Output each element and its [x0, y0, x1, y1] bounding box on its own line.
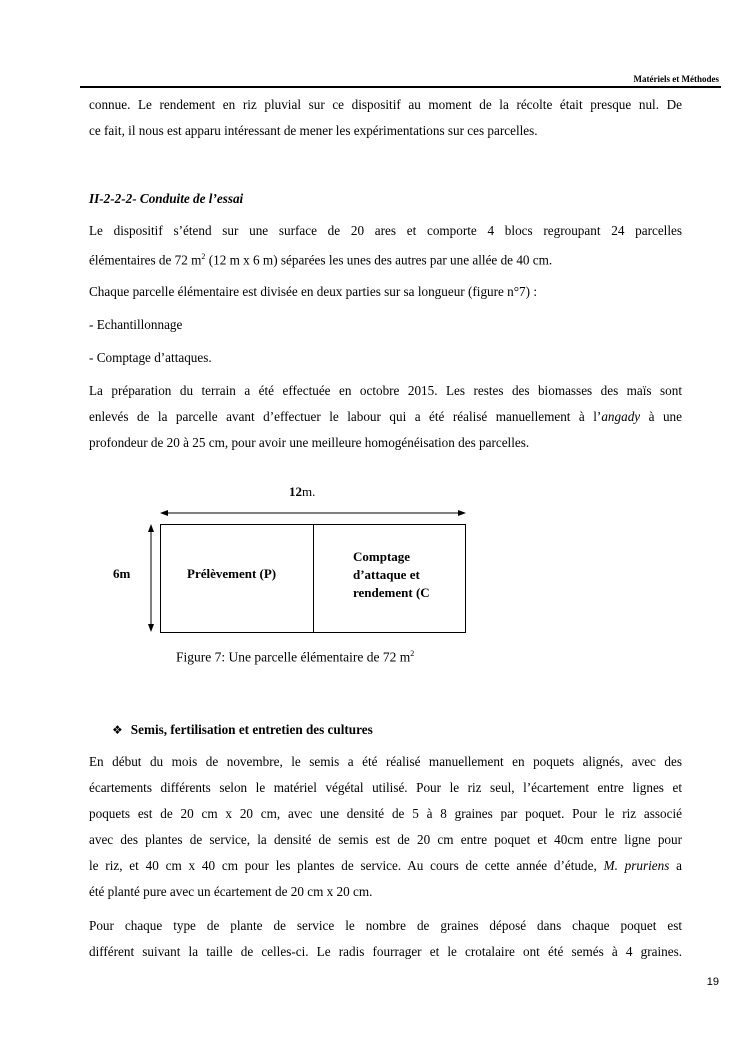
- paragraph-5-line-6: été planté pure avec un écartement de 20 cm x 20 cm.: [89, 884, 373, 899]
- list-item-sampling: - Echantillonnage: [89, 317, 183, 332]
- running-header: Matériels et Méthodes: [633, 74, 719, 84]
- paragraph-1-line-1: connue. Le rendement en riz pluvial sur ce dispositif au moment de la récolte était presque nul. De: [89, 97, 682, 112]
- figure-7: [100, 480, 500, 670]
- width-label-unit: m.: [302, 484, 316, 499]
- figure-caption: [176, 649, 414, 666]
- counting-zone-line-1: Comptage: [353, 549, 411, 564]
- paragraph-4-line-2-a: enlevés de la parcelle avant d’effectuer le labour qui a été réalisé manuellement à l’: [89, 409, 602, 424]
- height-arrow-bottom-head: [148, 624, 154, 632]
- figure-7-diagram: [100, 480, 500, 670]
- paragraph-2-line-2-b: (12 m x 6 m) séparées les unes des autres par une allée de 40 cm.: [205, 252, 553, 268]
- counting-zone-line-3: rendement (C: [353, 585, 430, 600]
- subsection-title: Semis, fertilisation et entretien des cultures: [130, 722, 373, 737]
- species-name: M. pruriens: [603, 858, 670, 873]
- paragraph-6-line-1: Pour chaque type de plante de service le nombre de graines déposé dans chaque poquet est: [89, 918, 682, 933]
- paragraph-3: Chaque parcelle élémentaire est divisée en deux parties sur sa longueur (figure n°7) :: [89, 284, 537, 299]
- paragraph-6: [89, 913, 682, 965]
- paragraph-1: [89, 92, 682, 144]
- height-arrow-top-head: [148, 524, 154, 532]
- angady-term: angady: [601, 409, 641, 424]
- diamond-bullet-icon: ❖: [112, 723, 123, 737]
- paragraph-2-line-2: [89, 244, 682, 273]
- paragraph-5-line-2: écartements différents selon le matériel végétal utilisé. Pour le riz seul, l’écartement entre lignes et: [89, 780, 682, 795]
- paragraph-4: [89, 378, 682, 456]
- width-arrow-right-head: [458, 510, 466, 516]
- paragraph-4-line-1: La préparation du terrain a été effectuée en octobre 2015. Les restes des biomasses des maïs sont: [89, 383, 682, 398]
- paragraph-4-line-2-b: à une: [640, 409, 682, 424]
- section-heading: II-2-2-2- Conduite de l’essai: [89, 191, 244, 206]
- paragraph-5-line-1: En début du mois de novembre, le semis a été réalisé manuellement en poquets alignés, avec des: [89, 754, 682, 769]
- width-label-number: 12: [289, 484, 302, 499]
- list-item-counting: - Comptage d’attaques.: [89, 350, 212, 365]
- paragraph-1-line-2: ce fait, il nous est apparu intéressant de mener les expérimentations sur ces parcelles.: [89, 123, 538, 138]
- height-label: 6m: [113, 566, 131, 581]
- paragraph-6-line-2: différent suivant la taille de celles-ci. Le radis fourrager et le crotalaire ont été semés à 4 graines.: [89, 944, 682, 959]
- subsection-heading: [112, 717, 672, 743]
- counting-zone-line-2: d’attaque et: [353, 567, 420, 582]
- paragraph-4-line-3: profondeur de 20 à 25 cm, pour avoir une meilleure homogénéisation des parcelles.: [89, 435, 530, 450]
- paragraph-5-line-3: poquets est de 20 cm x 20 cm, avec une densité de 5 à 8 graines par poquet. Pour le riz associé: [89, 806, 682, 821]
- paragraph-2: [89, 218, 682, 273]
- figure-caption-text: Figure 7: Une parcelle élémentaire de 72 m: [176, 649, 411, 665]
- paragraph-5-line-5-b: a: [669, 858, 683, 873]
- width-label: [289, 484, 315, 500]
- paragraph-5-line-4: avec des plantes de service, la densité de semis est de 20 cm entre poquet et 40cm entre ligne pour: [89, 832, 682, 847]
- superscript-2: 2: [201, 252, 206, 261]
- paragraph-2-line-2-a: élémentaires de 72 m: [89, 252, 202, 268]
- header-rule: [80, 86, 721, 88]
- width-arrow-left-head: [160, 510, 168, 516]
- page-number: 19: [706, 976, 719, 988]
- counting-zone-label: [353, 548, 430, 602]
- paragraph-4-line-2: [89, 404, 682, 430]
- paragraph-5: [89, 749, 682, 905]
- paragraph-5-line-5-a: le riz, et 40 cm x 40 cm pour les plantes de service. Au cours de cette année d’étude,: [89, 858, 604, 873]
- figure-caption-superscript: 2: [410, 649, 415, 658]
- sampling-zone-label: Prélèvement (P): [187, 566, 277, 581]
- paragraph-5-line-5: [89, 853, 682, 879]
- paragraph-2-line-1: Le dispositif s’étend sur une surface de 20 ares et comporte 4 blocs regroupant 24 parcelles: [89, 223, 682, 238]
